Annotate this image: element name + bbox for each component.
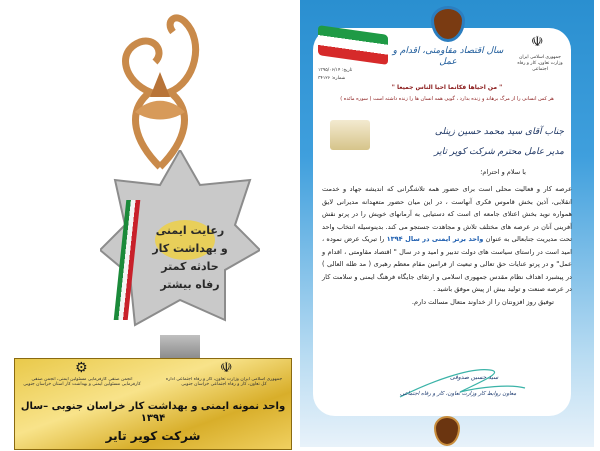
ornament-emblem-bottom-icon <box>434 416 460 446</box>
number-label: شماره: ۳۴۱۲۶ <box>318 76 346 81</box>
plaque-caption-association: انجمن صنفی کارفرمایی مسئولین ایمنی، انجمن صنفی کارفرمایی مسئولین ایمنی و بهداشت کار استان خراسان جنوبی <box>23 377 141 388</box>
certificate-body <box>322 183 572 308</box>
recipient-name: جناب آقای سید محمد حسین زینلی <box>434 127 564 137</box>
star-line: و بهداشت کار <box>152 242 228 255</box>
recipient-title: مدیر عامل محترم شرکت کویر تایر <box>434 147 564 157</box>
certificate <box>300 0 594 447</box>
org-header <box>510 55 570 73</box>
star-text <box>135 222 245 294</box>
iran-emblem-icon: ☫ <box>220 360 233 376</box>
star-line: رعایت ایمنی <box>155 224 225 237</box>
star-line: حادثه کمتر <box>161 260 219 273</box>
star-line: رفاه بیشتر <box>160 278 220 291</box>
signer-title: معاون روابط کار وزارت تعاون، کار و رفاه اجتماعی <box>400 391 517 397</box>
org-line: جمهوری اسلامی ایران <box>519 55 561 60</box>
greeting: با سلام و احترام؛ <box>480 168 526 176</box>
body-text: عرصه کار و فعالیت محلی است برای حضور همه تلاشگرانی که اندیشه جهاد و خدمت انقلابی، آذین بخش قاموس فکری آنهاست ، در این میان حضور متعهدانه مدیرانی لایق همواره نوید بخش اعتلای جامعه ای است که دستیابی به آرمانهای خویش را در پرتو نقش آفرینی آنان در عرصه های مختلف تلاش و مجاهدت جستجو می کند. بدینوسیله انتخاب واحد تحت مدیریت جنابعالی به عنوان <box>322 185 572 243</box>
gear-warning-icon: ⚙ <box>75 360 88 376</box>
hadith-translation: هر کس انسانی را از مرگ برهاند و زنده بدارد ، گویی همه انسان ها را زنده داشته است ( سوره مائده ) <box>340 96 554 102</box>
gold-plaque <box>14 358 292 450</box>
signer-name: سید حسین صدوقی <box>450 374 499 381</box>
trophy-ornament <box>95 2 225 172</box>
trophy-thumbnail <box>330 120 370 150</box>
body-text: را تبریک عرض نموده ، امید است در راستای سیاست های دولت تدبیر و امید و در سال " اقتصاد مقاومتی ، اقدام و عمل" و در پرتو عنایات حق تعالی و تبعیت از فرامین مقام معظم رهبری ( مد ظله العالی ) در پیشبرد اهداف نظام مقدس جمهوری اسلامی و ارتقای جایگاه فرهنگ ایمنی و سلامت کار در عرصه صنعت و تولید بیش از پیش موفق باشید . <box>322 235 572 293</box>
plaque-title: واحد نمونه ایمنی و بهداشت کار خراسان جنوبی –سال ۱۳۹۴ <box>20 401 286 424</box>
iran-emblem-icon: ☫ <box>531 34 544 50</box>
closing: توفیق روز افزونتان را از خداوند متعال مسالت دارم. <box>411 297 554 306</box>
date-label: تاریخ: ۱۳۹۵/۰۶/۱۴ <box>318 68 353 73</box>
year-slogan: سال اقتصاد مقاومتی، اقدام و عمل <box>392 46 504 67</box>
body-highlight: واحد برتر ایمنی در سال ۱۳۹۴ <box>386 235 484 243</box>
org-line: وزارت تعاون، کار و رفاه اجتماعی <box>517 61 563 72</box>
hadith: " من احیاها فکانما احیا الناس جمیعا " <box>391 84 503 91</box>
plaque-company: شرکت کویر تایر <box>105 429 201 443</box>
plaque-caption-ministry: جمهوری اسلامی ایران وزارت تعاون، کار و رفاه اجتماعی اداره کل تعاون، کار و رفاه اجتماعی خراسان جنوبی <box>165 377 283 388</box>
